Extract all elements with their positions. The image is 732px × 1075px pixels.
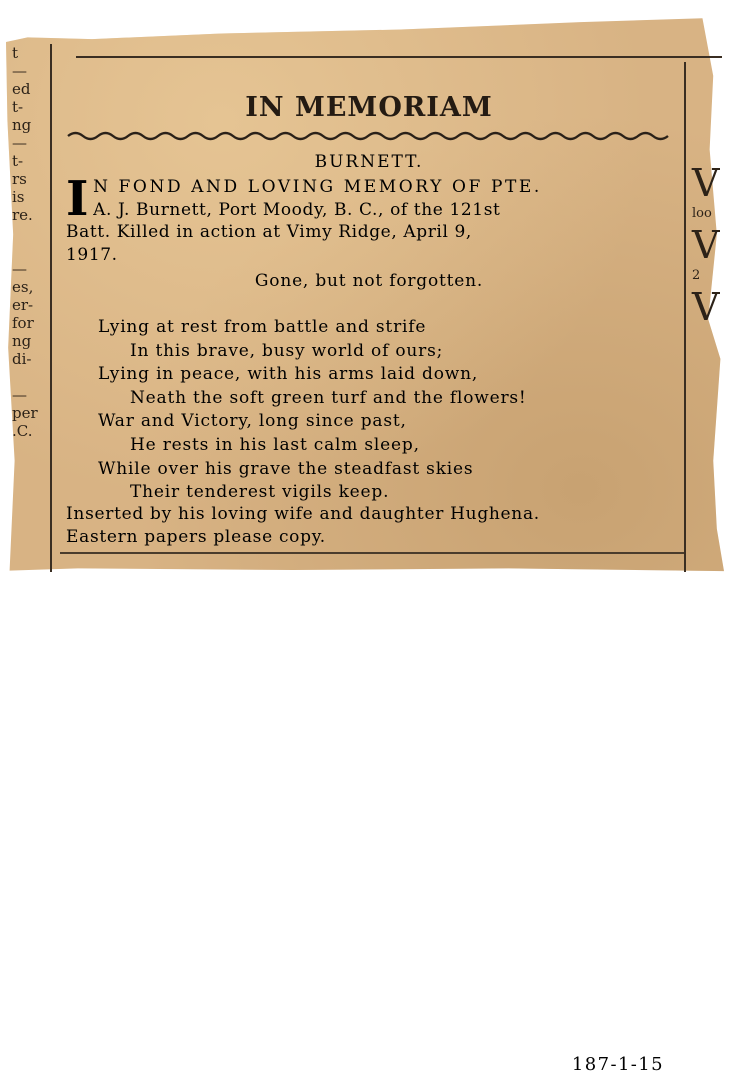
fragment: ed: [12, 80, 31, 98]
fragment: V: [692, 285, 720, 329]
poem-line: While over his grave the steadfast skies: [98, 458, 474, 479]
drop-cap: I: [66, 171, 90, 227]
wavy-divider: [68, 128, 672, 144]
fragment: t: [12, 44, 19, 62]
memoriam-title: IN MEMORIAM: [245, 92, 493, 123]
fragment: t-: [12, 98, 24, 116]
right-column-fragments: [692, 160, 728, 330]
poem-line: In this brave, busy world of ours;: [130, 340, 444, 361]
fragment: —: [12, 386, 27, 404]
fragment: [12, 242, 48, 260]
fragment: [12, 224, 48, 242]
memorial-notice: [66, 171, 674, 266]
fragment: ng: [12, 332, 32, 350]
poem-line: War and Victory, long since past,: [98, 411, 407, 432]
eastern-papers-text: Eastern papers please copy.: [66, 527, 326, 547]
fragment: di-: [12, 350, 32, 368]
fragment: —: [12, 134, 27, 152]
column-rule-right: [684, 62, 686, 572]
fragment: re.: [12, 206, 33, 224]
bottom-rule: [60, 552, 684, 554]
reference-number: 187-1-15: [571, 1054, 664, 1075]
poem-line: Lying at rest from battle and strife: [98, 317, 427, 337]
poem-line: Lying in peace, with his arms laid down,: [98, 364, 479, 385]
fragment: —: [12, 62, 27, 80]
poem: [98, 316, 678, 505]
fragment: rs: [12, 170, 27, 188]
fragment: —: [12, 260, 27, 278]
fragment: 2: [692, 268, 701, 283]
fragment: [12, 368, 48, 386]
column-rule-left: [50, 44, 52, 572]
fragment: er-: [12, 296, 34, 314]
fragment: is: [12, 188, 25, 206]
surname-heading: BURNETT.: [314, 152, 424, 172]
notice-line: Batt. Killed in action at Vimy Ridge, April 9,: [66, 222, 472, 242]
poem-line: He rests in his last calm sleep,: [130, 434, 420, 455]
top-rule: [76, 56, 722, 58]
inserted-by-line: Inserted by his loving wife and daughter Hughena.: [66, 504, 540, 524]
fragment: .C.: [12, 422, 33, 440]
fragment: loo: [692, 206, 712, 221]
notice-line: 1917.: [66, 244, 118, 265]
notice-line: N FOND AND LOVING MEMORY OF PTE.: [93, 177, 542, 197]
left-column-fragments: [12, 44, 48, 440]
fragment: t-: [12, 152, 24, 170]
fragment: V: [692, 223, 720, 267]
poem-line: Neath the soft green turf and the flowers!: [130, 387, 527, 408]
gone-not-forgotten: Gone, but not forgotten.: [254, 271, 484, 291]
fragment: per: [12, 404, 38, 422]
fragment: ng: [12, 116, 32, 134]
fragment: for: [12, 314, 34, 332]
poem-line: Their tenderest vigils keep.: [130, 482, 390, 503]
fragment: es,: [12, 278, 34, 296]
notice-line: A. J. Burnett, Port Moody, B. C., of the 121st: [93, 199, 501, 220]
eastern-papers-line: [66, 527, 676, 1075]
fragment: V: [692, 161, 720, 205]
